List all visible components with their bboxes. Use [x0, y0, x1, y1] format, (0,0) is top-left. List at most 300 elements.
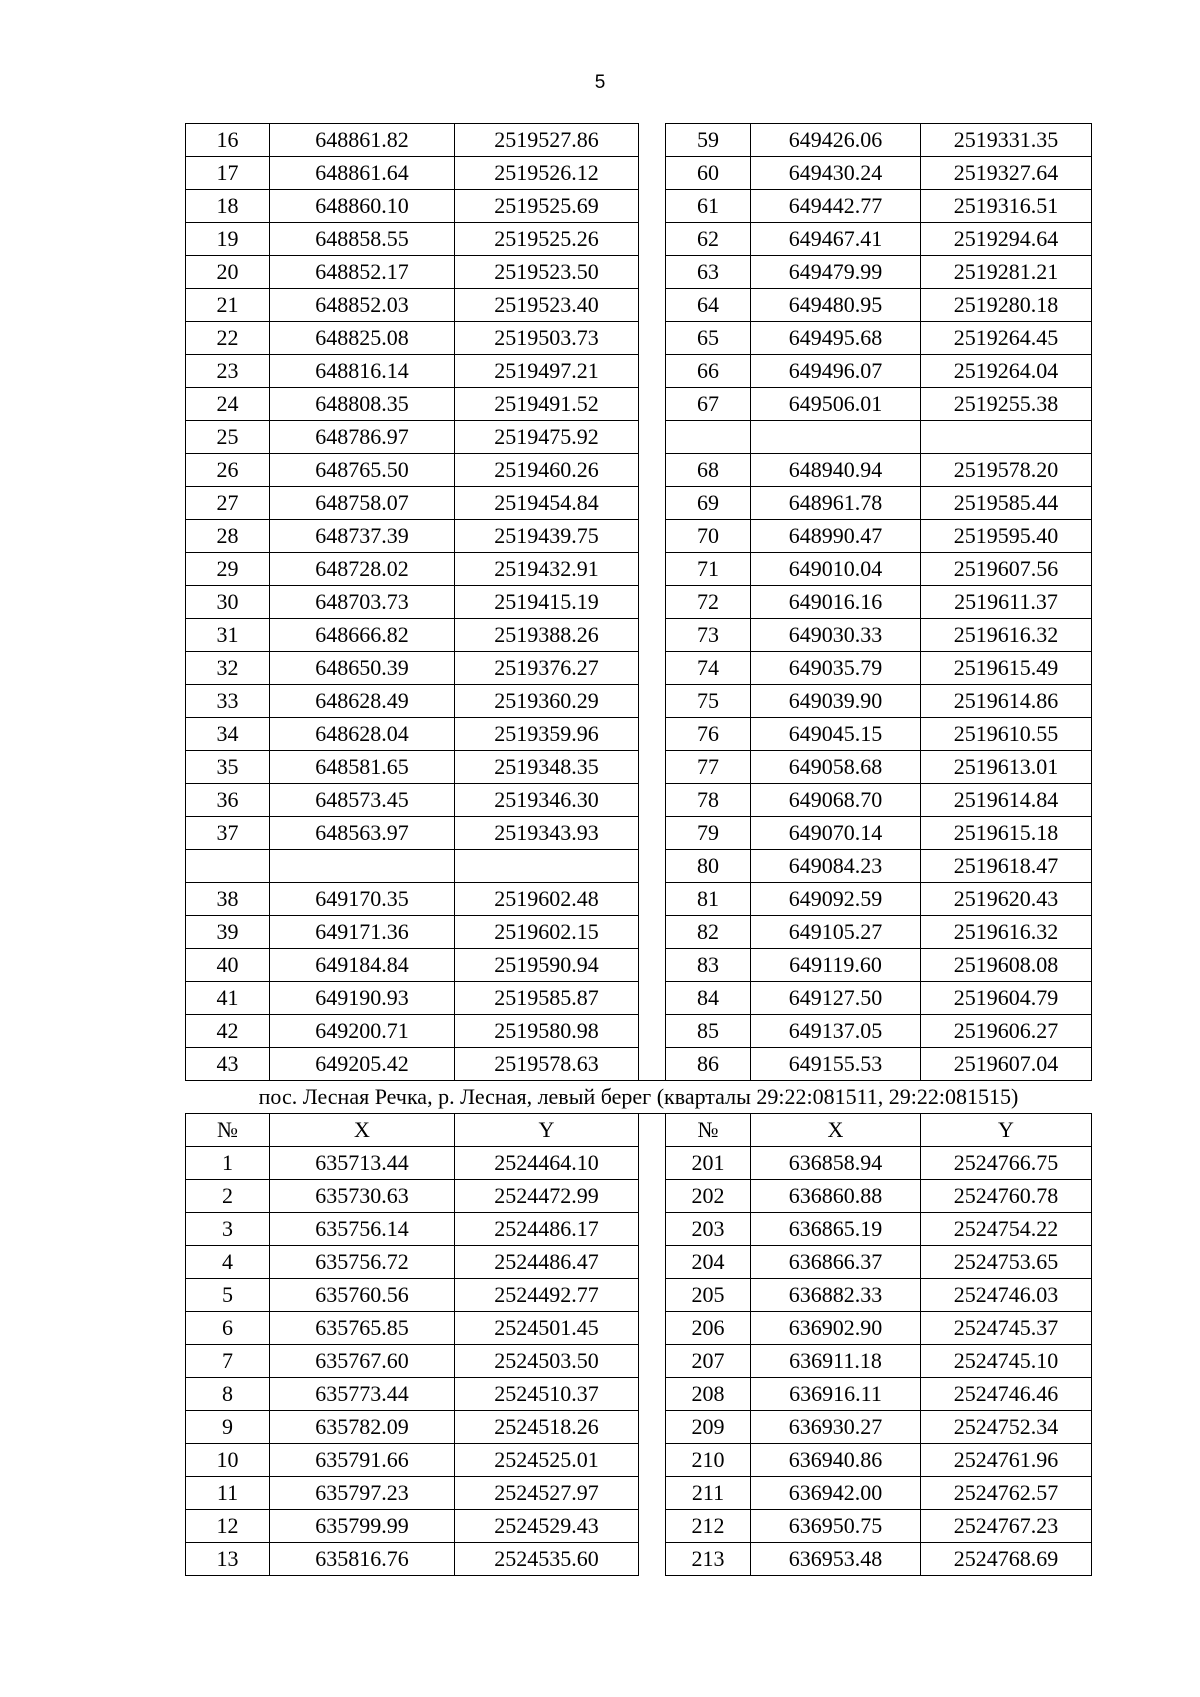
right-x-cell: 649010.04	[751, 553, 921, 586]
right-y-cell: 2519255.38	[921, 388, 1092, 421]
coordinates-table	[185, 123, 1092, 1576]
left-x-cell: 635730.63	[270, 1180, 455, 1213]
left-x-cell: 635713.44	[270, 1147, 455, 1180]
left-y-cell	[455, 850, 639, 883]
column-gap	[639, 1444, 666, 1477]
left-y-cell: 2519454.84	[455, 487, 639, 520]
left-number-cell: 32	[186, 652, 270, 685]
right-number-cell: 208	[666, 1378, 751, 1411]
column-gap	[639, 223, 666, 256]
table-row	[186, 817, 1092, 850]
left-number-cell: 38	[186, 883, 270, 916]
left-x-cell: 648628.04	[270, 718, 455, 751]
left-number-cell: 6	[186, 1312, 270, 1345]
left-number-cell: 5	[186, 1279, 270, 1312]
column-gap	[639, 1510, 666, 1543]
column-gap	[639, 1345, 666, 1378]
right-y-cell: 2524746.03	[921, 1279, 1092, 1312]
left-x-cell: 635816.76	[270, 1543, 455, 1576]
table-row	[186, 1246, 1092, 1279]
left-number-cell: 12	[186, 1510, 270, 1543]
column-gap	[639, 1246, 666, 1279]
left-x-cell: 648852.03	[270, 289, 455, 322]
left-number-cell: 43	[186, 1048, 270, 1081]
table-row	[186, 1444, 1092, 1477]
right-x-cell: 649039.90	[751, 685, 921, 718]
right-y-cell: 2519606.27	[921, 1015, 1092, 1048]
right-x-cell: 649068.70	[751, 784, 921, 817]
left-number-cell: 29	[186, 553, 270, 586]
right-number-cell: 73	[666, 619, 751, 652]
column-gap	[639, 817, 666, 850]
left-y-cell: 2519388.26	[455, 619, 639, 652]
right-x-cell: 649430.24	[751, 157, 921, 190]
right-x-cell: 649092.59	[751, 883, 921, 916]
right-x-cell: 636950.75	[751, 1510, 921, 1543]
left-y-cell: 2524510.37	[455, 1378, 639, 1411]
left-number-cell: 31	[186, 619, 270, 652]
right-y-cell: 2519611.37	[921, 586, 1092, 619]
right-y-cell: 2519607.04	[921, 1048, 1092, 1081]
right-x-cell: 649442.77	[751, 190, 921, 223]
right-x-cell	[751, 421, 921, 454]
table-row	[186, 256, 1092, 289]
left-x-cell: 648816.14	[270, 355, 455, 388]
right-x-cell: 649045.15	[751, 718, 921, 751]
right-x-cell: 636860.88	[751, 1180, 921, 1213]
right-y-cell: 2524754.22	[921, 1213, 1092, 1246]
right-number-cell: 70	[666, 520, 751, 553]
left-x-cell: 635773.44	[270, 1378, 455, 1411]
left-y-cell: 2524535.60	[455, 1543, 639, 1576]
right-number-cell: 77	[666, 751, 751, 784]
table-row	[186, 916, 1092, 949]
left-y-cell: 2519376.27	[455, 652, 639, 685]
table-row	[186, 1477, 1092, 1510]
table-row	[186, 1510, 1092, 1543]
table-row	[186, 949, 1092, 982]
left-x-cell: 635791.66	[270, 1444, 455, 1477]
left-number-cell: 17	[186, 157, 270, 190]
left-x-cell: 649190.93	[270, 982, 455, 1015]
left-number-cell: 23	[186, 355, 270, 388]
right-y-cell: 2519616.32	[921, 916, 1092, 949]
table-row	[186, 1015, 1092, 1048]
right-number-cell: 212	[666, 1510, 751, 1543]
right-number-cell: 65	[666, 322, 751, 355]
left-number-cell: 19	[186, 223, 270, 256]
right-number-cell: 67	[666, 388, 751, 421]
left-number-cell: 36	[186, 784, 270, 817]
left-x-cell: 649200.71	[270, 1015, 455, 1048]
right-number-cell: 72	[666, 586, 751, 619]
left-y-cell: 2524501.45	[455, 1312, 639, 1345]
right-y-cell: 2519578.20	[921, 454, 1092, 487]
left-x-cell: 648765.50	[270, 454, 455, 487]
column-gap	[639, 883, 666, 916]
column-gap	[639, 685, 666, 718]
table-row	[186, 718, 1092, 751]
left-y-cell: 2519525.69	[455, 190, 639, 223]
right-number-cell: 202	[666, 1180, 751, 1213]
column-gap	[639, 388, 666, 421]
left-x-cell: 648786.97	[270, 421, 455, 454]
column-gap	[639, 1411, 666, 1444]
right-number-cell: 59	[666, 124, 751, 157]
header-row	[186, 1114, 1092, 1147]
right-x-cell: 636865.19	[751, 1213, 921, 1246]
table-row	[186, 355, 1092, 388]
left-x-cell: 648737.39	[270, 520, 455, 553]
left-x-cell: 648825.08	[270, 322, 455, 355]
right-number-cell: 86	[666, 1048, 751, 1081]
right-x-cell: 649496.07	[751, 355, 921, 388]
right-y-cell: 2519264.04	[921, 355, 1092, 388]
left-number-cell: 33	[186, 685, 270, 718]
table-row	[186, 289, 1092, 322]
left-y-cell: 2519525.26	[455, 223, 639, 256]
table-row	[186, 553, 1092, 586]
left-number-cell: 26	[186, 454, 270, 487]
right-number-cell: 211	[666, 1477, 751, 1510]
right-number-cell: 64	[666, 289, 751, 322]
column-gap	[639, 520, 666, 553]
left-number-cell: 24	[186, 388, 270, 421]
right-y-cell: 2524761.96	[921, 1444, 1092, 1477]
left-x-cell: 648861.82	[270, 124, 455, 157]
table-row	[186, 1147, 1092, 1180]
right-x-cell: 649070.14	[751, 817, 921, 850]
column-gap	[639, 355, 666, 388]
table-row	[186, 124, 1092, 157]
right-x-cell: 636858.94	[751, 1147, 921, 1180]
left-y-cell: 2519590.94	[455, 949, 639, 982]
left-x-cell: 648808.35	[270, 388, 455, 421]
left-x-cell: 649184.84	[270, 949, 455, 982]
right-y-cell: 2519264.45	[921, 322, 1092, 355]
right-x-cell: 648961.78	[751, 487, 921, 520]
right-number-cell: 60	[666, 157, 751, 190]
right-number-cell: 61	[666, 190, 751, 223]
right-x-cell: 636953.48	[751, 1543, 921, 1576]
left-y-cell: 2524503.50	[455, 1345, 639, 1378]
table-row	[186, 652, 1092, 685]
right-y-cell: 2519604.79	[921, 982, 1092, 1015]
table-row	[186, 751, 1092, 784]
right-header-cell: №	[666, 1114, 751, 1147]
left-y-cell: 2519497.21	[455, 355, 639, 388]
left-number-cell: 25	[186, 421, 270, 454]
right-x-cell: 636940.86	[751, 1444, 921, 1477]
right-y-cell: 2519585.44	[921, 487, 1092, 520]
left-y-cell: 2524527.97	[455, 1477, 639, 1510]
right-number-cell: 75	[666, 685, 751, 718]
column-gap	[639, 1279, 666, 1312]
right-x-cell: 636930.27	[751, 1411, 921, 1444]
left-x-cell: 649205.42	[270, 1048, 455, 1081]
left-x-cell: 648703.73	[270, 586, 455, 619]
column-gap	[639, 1015, 666, 1048]
right-number-cell: 62	[666, 223, 751, 256]
right-y-cell: 2519613.01	[921, 751, 1092, 784]
table-row	[186, 322, 1092, 355]
right-y-cell: 2519327.64	[921, 157, 1092, 190]
left-x-cell: 635765.85	[270, 1312, 455, 1345]
left-x-cell: 648861.64	[270, 157, 455, 190]
right-x-cell: 649030.33	[751, 619, 921, 652]
right-x-cell: 636866.37	[751, 1246, 921, 1279]
left-y-cell: 2519343.93	[455, 817, 639, 850]
right-x-cell: 649084.23	[751, 850, 921, 883]
left-y-cell: 2519439.75	[455, 520, 639, 553]
table-row	[186, 1543, 1092, 1576]
column-gap	[639, 1378, 666, 1411]
left-number-cell: 22	[186, 322, 270, 355]
left-y-cell: 2519580.98	[455, 1015, 639, 1048]
right-number-cell: 81	[666, 883, 751, 916]
column-gap	[639, 322, 666, 355]
table-row	[186, 388, 1092, 421]
right-number-cell: 74	[666, 652, 751, 685]
section-heading: пос. Лесная Речка, р. Лесная, левый берег (кварталы 29:22:081511, 29:22:081515)	[186, 1081, 1092, 1114]
left-header-cell: X	[270, 1114, 455, 1147]
right-number-cell: 201	[666, 1147, 751, 1180]
left-number-cell: 34	[186, 718, 270, 751]
table-row	[186, 1411, 1092, 1444]
left-number-cell: 39	[186, 916, 270, 949]
left-x-cell: 635797.23	[270, 1477, 455, 1510]
table-row	[186, 619, 1092, 652]
right-number-cell: 205	[666, 1279, 751, 1312]
section-heading-row	[186, 1081, 1092, 1114]
left-header-cell: №	[186, 1114, 270, 1147]
right-y-cell: 2519615.18	[921, 817, 1092, 850]
left-y-cell: 2519526.12	[455, 157, 639, 190]
right-y-cell: 2524745.10	[921, 1345, 1092, 1378]
page-number: 5	[594, 72, 606, 93]
right-y-cell: 2519607.56	[921, 553, 1092, 586]
right-y-cell: 2519618.47	[921, 850, 1092, 883]
right-y-cell: 2519614.84	[921, 784, 1092, 817]
left-y-cell: 2524486.47	[455, 1246, 639, 1279]
left-number-cell: 42	[186, 1015, 270, 1048]
right-x-cell: 649506.01	[751, 388, 921, 421]
right-y-cell: 2519608.08	[921, 949, 1092, 982]
left-y-cell: 2524486.17	[455, 1213, 639, 1246]
right-number-cell: 76	[666, 718, 751, 751]
left-y-cell: 2519432.91	[455, 553, 639, 586]
right-x-cell: 649479.99	[751, 256, 921, 289]
left-x-cell: 649171.36	[270, 916, 455, 949]
right-x-cell: 636942.00	[751, 1477, 921, 1510]
left-number-cell	[186, 850, 270, 883]
table-row	[186, 586, 1092, 619]
right-x-cell: 649058.68	[751, 751, 921, 784]
left-number-cell: 9	[186, 1411, 270, 1444]
right-x-cell: 649127.50	[751, 982, 921, 1015]
right-x-cell: 649035.79	[751, 652, 921, 685]
right-x-cell: 649137.05	[751, 1015, 921, 1048]
left-y-cell: 2519360.29	[455, 685, 639, 718]
right-number-cell: 68	[666, 454, 751, 487]
left-y-cell: 2519415.19	[455, 586, 639, 619]
right-number-cell: 209	[666, 1411, 751, 1444]
right-y-cell: 2524768.69	[921, 1543, 1092, 1576]
left-x-cell: 648728.02	[270, 553, 455, 586]
right-y-cell: 2519281.21	[921, 256, 1092, 289]
left-y-cell: 2519460.26	[455, 454, 639, 487]
left-number-cell: 2	[186, 1180, 270, 1213]
column-gap	[639, 619, 666, 652]
right-y-cell: 2519331.35	[921, 124, 1092, 157]
table-row	[186, 1312, 1092, 1345]
left-y-cell: 2519359.96	[455, 718, 639, 751]
left-y-cell: 2524518.26	[455, 1411, 639, 1444]
left-number-cell: 28	[186, 520, 270, 553]
table-row	[186, 1048, 1092, 1081]
right-number-cell: 71	[666, 553, 751, 586]
left-y-cell: 2524529.43	[455, 1510, 639, 1543]
left-y-cell: 2519523.40	[455, 289, 639, 322]
table-row	[186, 1345, 1092, 1378]
column-gap	[639, 157, 666, 190]
table-row	[186, 1180, 1092, 1213]
left-y-cell: 2519602.48	[455, 883, 639, 916]
left-x-cell: 648858.55	[270, 223, 455, 256]
left-y-cell: 2519578.63	[455, 1048, 639, 1081]
right-y-cell: 2519610.55	[921, 718, 1092, 751]
left-x-cell: 635760.56	[270, 1279, 455, 1312]
right-number-cell: 66	[666, 355, 751, 388]
right-y-cell: 2519595.40	[921, 520, 1092, 553]
left-x-cell: 648628.49	[270, 685, 455, 718]
column-gap	[639, 949, 666, 982]
right-number-cell	[666, 421, 751, 454]
right-y-cell: 2524752.34	[921, 1411, 1092, 1444]
right-y-cell: 2524746.46	[921, 1378, 1092, 1411]
column-gap	[639, 124, 666, 157]
left-y-cell: 2519585.87	[455, 982, 639, 1015]
right-x-cell: 649495.68	[751, 322, 921, 355]
left-number-cell: 13	[186, 1543, 270, 1576]
right-y-cell: 2519294.64	[921, 223, 1092, 256]
left-header-cell: Y	[455, 1114, 639, 1147]
left-number-cell: 8	[186, 1378, 270, 1411]
left-y-cell: 2519602.15	[455, 916, 639, 949]
column-gap	[639, 652, 666, 685]
right-y-cell: 2519614.86	[921, 685, 1092, 718]
right-x-cell: 636902.90	[751, 1312, 921, 1345]
column-gap	[639, 421, 666, 454]
right-y-cell: 2524753.65	[921, 1246, 1092, 1279]
right-x-cell: 649480.95	[751, 289, 921, 322]
right-y-cell: 2519316.51	[921, 190, 1092, 223]
right-number-cell: 206	[666, 1312, 751, 1345]
left-x-cell: 635756.14	[270, 1213, 455, 1246]
right-number-cell: 207	[666, 1345, 751, 1378]
column-gap	[639, 982, 666, 1015]
column-gap	[639, 1477, 666, 1510]
right-number-cell: 63	[666, 256, 751, 289]
right-number-cell: 80	[666, 850, 751, 883]
right-x-cell: 636882.33	[751, 1279, 921, 1312]
left-y-cell: 2519475.92	[455, 421, 639, 454]
table-row	[186, 421, 1092, 454]
left-number-cell: 18	[186, 190, 270, 223]
right-x-cell: 649426.06	[751, 124, 921, 157]
left-x-cell: 648650.39	[270, 652, 455, 685]
table-row	[186, 190, 1092, 223]
right-y-cell: 2524767.23	[921, 1510, 1092, 1543]
left-x-cell: 648758.07	[270, 487, 455, 520]
right-number-cell: 203	[666, 1213, 751, 1246]
right-y-cell: 2519615.49	[921, 652, 1092, 685]
left-x-cell: 648666.82	[270, 619, 455, 652]
left-y-cell: 2519527.86	[455, 124, 639, 157]
right-number-cell: 85	[666, 1015, 751, 1048]
column-gap	[639, 1543, 666, 1576]
table-row	[186, 850, 1092, 883]
right-number-cell: 79	[666, 817, 751, 850]
right-x-cell: 636916.11	[751, 1378, 921, 1411]
table-row	[186, 454, 1092, 487]
column-gap	[639, 487, 666, 520]
right-number-cell: 78	[666, 784, 751, 817]
column-gap	[639, 1114, 666, 1147]
left-number-cell: 27	[186, 487, 270, 520]
right-x-cell: 649155.53	[751, 1048, 921, 1081]
right-y-cell: 2524745.37	[921, 1312, 1092, 1345]
left-number-cell: 35	[186, 751, 270, 784]
left-x-cell: 648852.17	[270, 256, 455, 289]
left-x-cell: 635767.60	[270, 1345, 455, 1378]
left-y-cell: 2524492.77	[455, 1279, 639, 1312]
right-number-cell: 83	[666, 949, 751, 982]
column-gap	[639, 1312, 666, 1345]
table-row	[186, 685, 1092, 718]
right-number-cell: 204	[666, 1246, 751, 1279]
right-x-cell: 648940.94	[751, 454, 921, 487]
left-x-cell: 635799.99	[270, 1510, 455, 1543]
left-number-cell: 40	[186, 949, 270, 982]
right-y-cell: 2519620.43	[921, 883, 1092, 916]
left-number-cell: 11	[186, 1477, 270, 1510]
left-x-cell: 648563.97	[270, 817, 455, 850]
column-gap	[639, 1147, 666, 1180]
left-y-cell: 2519346.30	[455, 784, 639, 817]
right-y-cell: 2519616.32	[921, 619, 1092, 652]
left-x-cell: 648860.10	[270, 190, 455, 223]
left-x-cell: 635756.72	[270, 1246, 455, 1279]
left-number-cell: 37	[186, 817, 270, 850]
left-x-cell: 649170.35	[270, 883, 455, 916]
table-row	[186, 982, 1092, 1015]
table-row	[186, 487, 1092, 520]
table-row	[186, 157, 1092, 190]
left-y-cell: 2524464.10	[455, 1147, 639, 1180]
table-row	[186, 1378, 1092, 1411]
right-x-cell: 648990.47	[751, 520, 921, 553]
column-gap	[639, 751, 666, 784]
right-number-cell: 82	[666, 916, 751, 949]
right-x-cell: 636911.18	[751, 1345, 921, 1378]
left-y-cell: 2519491.52	[455, 388, 639, 421]
table-row	[186, 784, 1092, 817]
left-number-cell: 21	[186, 289, 270, 322]
left-y-cell: 2524472.99	[455, 1180, 639, 1213]
right-y-cell: 2524762.57	[921, 1477, 1092, 1510]
column-gap	[639, 718, 666, 751]
